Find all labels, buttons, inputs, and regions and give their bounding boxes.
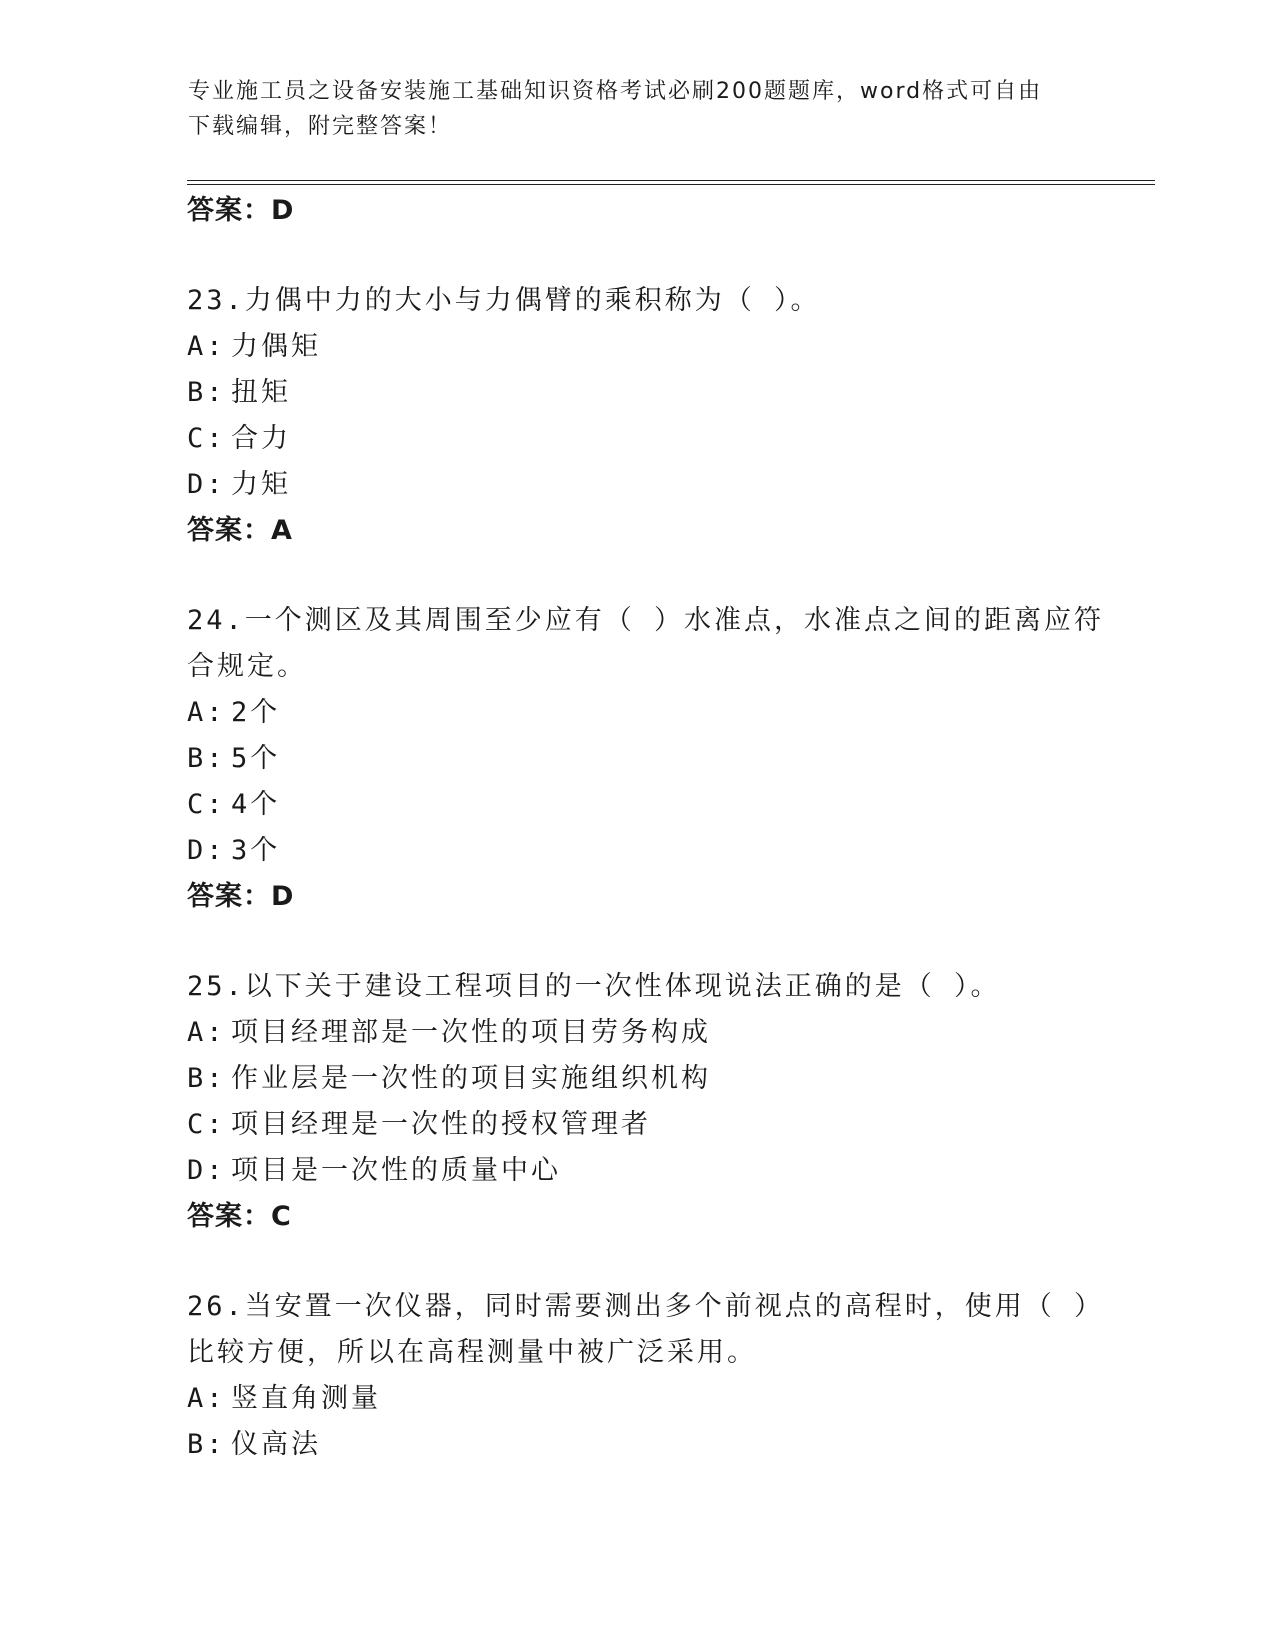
question-gap xyxy=(187,234,1087,278)
option-text: 竖直角测量 xyxy=(231,1383,381,1414)
option-letter: A: xyxy=(187,697,226,728)
option-text: 2个 xyxy=(231,697,281,728)
option-text: 仪高法 xyxy=(231,1429,321,1460)
option-letter: A: xyxy=(187,331,226,362)
question-option xyxy=(187,370,1087,416)
option-text: 项目经理是一次性的授权管理者 xyxy=(231,1109,651,1140)
question-option xyxy=(187,462,1087,508)
option-letter: D: xyxy=(187,1155,226,1186)
option-letter: A: xyxy=(187,1383,226,1414)
option-text: 项目是一次性的质量中心 xyxy=(231,1155,561,1186)
header-rule-top xyxy=(187,180,1155,181)
question-block xyxy=(187,964,1087,1240)
question-text: 26.当安置一次仪器，同时需要测出多个前视点的高程时，使用（ ） xyxy=(187,1291,1105,1322)
option-text: 合力 xyxy=(231,423,291,454)
option-letter: C: xyxy=(187,423,226,454)
question-block xyxy=(187,598,1105,920)
option-letter: B: xyxy=(187,1063,226,1094)
option-text: 作业层是一次性的项目实施组织机构 xyxy=(231,1063,711,1094)
question-text: 比较方便，所以在高程测量中被广泛采用。 xyxy=(187,1337,757,1368)
option-letter: B: xyxy=(187,377,226,408)
question-list xyxy=(187,188,1105,1468)
option-letter: B: xyxy=(187,1429,226,1460)
question-option xyxy=(187,690,1087,736)
option-letter: D: xyxy=(187,835,226,866)
question-option xyxy=(187,1422,1087,1468)
option-text: 扭矩 xyxy=(231,377,291,408)
option-letter: C: xyxy=(187,789,226,820)
question-gap xyxy=(187,1240,1087,1284)
option-text: 力偶矩 xyxy=(231,331,321,362)
question-option xyxy=(187,1102,1087,1148)
question-option xyxy=(187,782,1087,828)
option-text: 项目经理部是一次性的项目劳务构成 xyxy=(231,1017,711,1048)
option-text: 5个 xyxy=(231,743,281,774)
question-gap xyxy=(187,554,1087,598)
answer-line: 答案：A xyxy=(187,515,293,546)
question-option xyxy=(187,1056,1087,1102)
answer-line: 答案：C xyxy=(187,1201,292,1232)
header-rule-bottom xyxy=(187,184,1155,185)
question-option xyxy=(187,1376,1087,1422)
option-letter: C: xyxy=(187,1109,226,1140)
document-header xyxy=(188,74,1068,144)
question-gap xyxy=(187,920,1087,964)
answer-line: 答案：D xyxy=(187,881,295,912)
answer-line: 答案：D xyxy=(187,195,295,226)
question-option xyxy=(187,828,1087,874)
option-letter: A: xyxy=(187,1017,226,1048)
question-text: 25.以下关于建设工程项目的一次性体现说法正确的是（ ）。 xyxy=(187,971,1001,1002)
option-text: 4个 xyxy=(231,789,281,820)
header-line-2: 下载编辑，附完整答案！ xyxy=(188,114,453,139)
question-option xyxy=(187,324,1087,370)
question-block xyxy=(187,278,1087,554)
option-letter: D: xyxy=(187,469,226,500)
option-text: 3个 xyxy=(231,835,281,866)
option-text: 力矩 xyxy=(231,469,291,500)
question-text: 23.力偶中力的大小与力偶臂的乘积称为（ ）。 xyxy=(187,285,821,316)
question-text: 24.一个测区及其周围至少应有（ ）水准点，水准点之间的距离应符 xyxy=(187,605,1105,636)
question-option xyxy=(187,1148,1087,1194)
question-text: 合规定。 xyxy=(187,651,307,682)
question-option xyxy=(187,736,1087,782)
header-line-1: 专业施工员之设备安装施工基础知识资格考试必刷200题题库，word格式可自由 xyxy=(188,79,1043,104)
option-letter: B: xyxy=(187,743,226,774)
question-option xyxy=(187,416,1087,462)
question-option xyxy=(187,1010,1087,1056)
question-block xyxy=(187,1284,1105,1468)
